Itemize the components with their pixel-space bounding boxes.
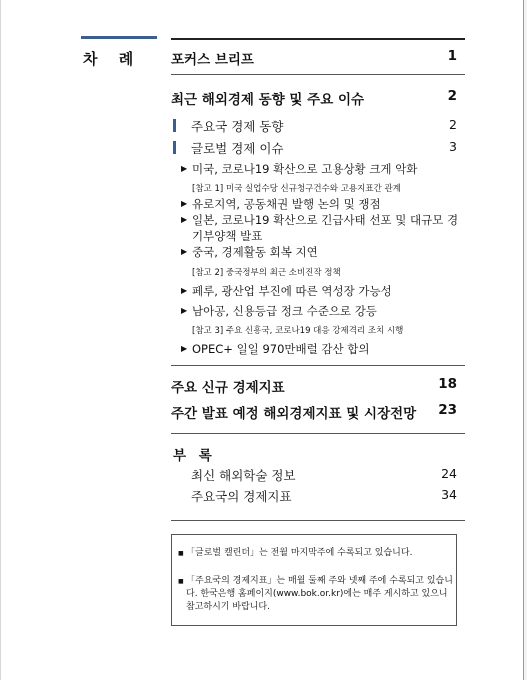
subsection-label: 주요국 경제 동향 (191, 119, 284, 134)
subsection-page: 2 (449, 117, 457, 132)
toc-entry-weekly-outlook[interactable] (171, 402, 457, 422)
section-marker (173, 141, 176, 154)
toc-entry-page: 18 (438, 376, 457, 392)
appendix-item-label: 최신 해외학술 정보 (191, 468, 296, 483)
toc-entry-label: 주요 신규 경제지표 (171, 380, 285, 396)
toc-entry-label: 주간 발표 예정 해외경제지표 및 시장전망 (171, 406, 417, 422)
appendix-item[interactable] (191, 487, 457, 505)
section-marker (173, 119, 176, 132)
toc-entry-label: 포커스 브리프 (171, 52, 254, 68)
reference-item[interactable]: [참고 3] 주요 신흥국, 코로나19 대응 강제격리 조치 시행 (192, 326, 404, 336)
toc-entry-focus-brief[interactable] (171, 48, 457, 68)
divider (171, 433, 465, 434)
appendix-item-page: 34 (441, 487, 457, 502)
appendix-item-page: 24 (441, 466, 457, 481)
square-bullet-icon: ■ (178, 578, 184, 585)
appendix-item[interactable] (191, 466, 457, 484)
document-page: 차 례 포커스 브리프 1 최근 해외경제 동향 및 주요 이슈 2 주요국 경제 동향 2 글로벌 경제 이슈 3 ▶ 미국, 코로나19 확산으로 고용상황 크게 악화 [참고 1] 미국 실업수당 신규청구건수와 고용지표간 관계 ▶ 유로지역, 공동채권 발행 논의 및 쟁점 ▶ 일본, 코로나19 확산으로 긴급사태 선포 및 대규모 경기부양책 발표 ▶ 중국, 경제활동 회복 지연 [참고 2] 중국정부의 최근 소비진작 정책 ▶ 페루, 광산업 부진에 따른 역성장 가능성 ▶ 남아공, 신용등급 정크 수준으로 강등 [참고 3] 주요 신흥국, 코로나19 대응 강제격리 조치 시행 ▶ OPEC+ 일일 970만배럴 감산 합의 주요 신규 경제지표 18 주간 발표 예정 해외경제지표 및 시장전망 23 부 록 최신 해외학술 정보 24 주요국의 경제지표 34 ■ 「글로벌 캘린더」는 전월 마지막주에 수록되고 있습니다. ■ 「주요국의 경제지표」는 매월 둘째 주와 넷째 주에 수록되고 있습니다. 한국은행 홈페이지(www.bok.or.kr)에는 매주 게시하고 있으니 참고하시기 바랍니다. (0, 0, 524, 680)
divider (171, 365, 465, 366)
reference-item[interactable]: [참고 1] 미국 실업수당 신규청구건수와 고용지표간 관계 (192, 184, 401, 194)
triangle-bullet-icon: ▶ (181, 344, 188, 353)
reference-item[interactable]: [참고 2] 중국정부의 최근 소비진작 정책 (192, 268, 341, 278)
subsection-page: 3 (449, 139, 457, 154)
top-rule (171, 38, 465, 40)
triangle-bullet-icon: ▶ (181, 306, 188, 315)
triangle-bullet-icon: ▶ (181, 286, 188, 295)
square-bullet-icon: ■ (178, 550, 184, 557)
toc-entry-label: 최근 해외경제 동향 및 주요 이슈 (171, 92, 365, 108)
triangle-bullet-icon: ▶ (181, 215, 188, 224)
triangle-bullet-icon: ▶ (181, 164, 188, 173)
notice-box: ■ 「글로벌 캘린더」는 전월 마지막주에 수록되고 있습니다. ■ 「주요국의 경제지표」는 매월 둘째 주와 넷째 주에 수록되고 있습니다. 한국은행 홈페이지(www.bok.or.kr)에는 매주 게시하고 있으니 참고하시기 바랍니다. (171, 534, 457, 626)
subsection-label: 글로벌 경제 이슈 (191, 141, 284, 156)
toc-entry-new-indicators[interactable] (171, 376, 457, 396)
triangle-bullet-icon: ▶ (181, 199, 188, 208)
divider (171, 74, 465, 75)
appendix-item-label: 주요국의 경제지표 (191, 489, 292, 504)
toc-entry-overseas-trends[interactable] (171, 88, 457, 108)
accent-bar (81, 36, 157, 39)
toc-entry-page: 2 (447, 88, 457, 104)
toc-entry-page: 1 (447, 48, 457, 64)
toc-title: 차 례 (83, 50, 142, 68)
appendix-title: 부 록 (173, 448, 216, 464)
divider (171, 520, 465, 521)
toc-entry-page: 23 (438, 402, 457, 418)
triangle-bullet-icon: ▶ (181, 247, 188, 256)
